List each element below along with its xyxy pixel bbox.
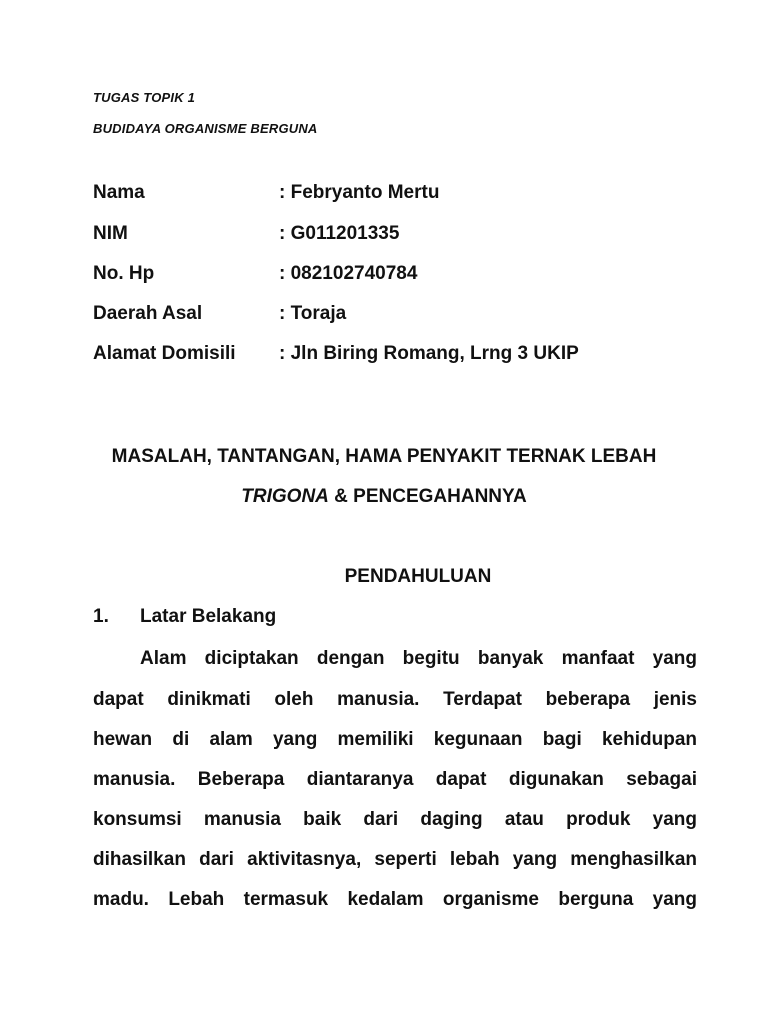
- identity-row-origin: [93, 303, 713, 329]
- identity-row-phone: [93, 263, 713, 289]
- paragraph-line: hewan di alam yang memiliki kegunaan bagi kehidupan: [93, 729, 697, 750]
- subsection-title: Latar Belakang: [140, 606, 277, 627]
- paragraph-line: konsumsi manusia baik dari daging atau produk yang: [93, 809, 697, 830]
- identity-label: Alamat Domisili: [93, 343, 236, 364]
- identity-value: : 082102740784: [279, 263, 418, 284]
- paragraph-line: dihasilkan dari aktivitasnya, seperti lebah yang menghasilkan: [93, 849, 697, 870]
- identity-value: : Febryanto Mertu: [279, 182, 440, 203]
- identity-row-name: [93, 182, 713, 208]
- identity-value: : G011201335: [279, 223, 400, 244]
- identity-value: : Toraja: [279, 303, 347, 324]
- identity-row-nim: [93, 223, 713, 249]
- assignment-topic: TUGAS TOPIK 1: [93, 90, 196, 105]
- document-title-line-1: MASALAH, TANTANGAN, HAMA PENYAKIT TERNAK LEBAH: [111, 446, 657, 467]
- subsection-heading: [93, 606, 276, 628]
- paragraph-line: Alam diciptakan dengan begitu banyak manfaat yang: [140, 648, 697, 669]
- identity-label: NIM: [93, 223, 128, 244]
- identity-label: Nama: [93, 182, 145, 203]
- subsection-number: 1.: [93, 606, 109, 627]
- identity-label: Daerah Asal: [93, 303, 203, 324]
- identity-row-address: [93, 343, 713, 369]
- paragraph-line: dapat dinikmati oleh manusia. Terdapat beberapa jenis: [93, 689, 697, 710]
- title-rest: & PENCEGAHANNYA: [328, 486, 527, 507]
- identity-label: No. Hp: [93, 263, 155, 284]
- paragraph-line: madu. Lebah termasuk kedalam organisme berguna yang: [93, 889, 697, 910]
- identity-value: : Jln Biring Romang, Lrng 3 UKIP: [279, 343, 579, 364]
- paragraph-line: manusia. Beberapa diantaranya dapat digunakan sebagai: [93, 769, 697, 790]
- document-title-line-2: [0, 486, 768, 508]
- section-heading: PENDAHULUAN: [344, 566, 492, 587]
- assignment-subject: BUDIDAYA ORGANISME BERGUNA: [93, 121, 318, 136]
- title-italic-species: TRIGONA: [241, 486, 329, 507]
